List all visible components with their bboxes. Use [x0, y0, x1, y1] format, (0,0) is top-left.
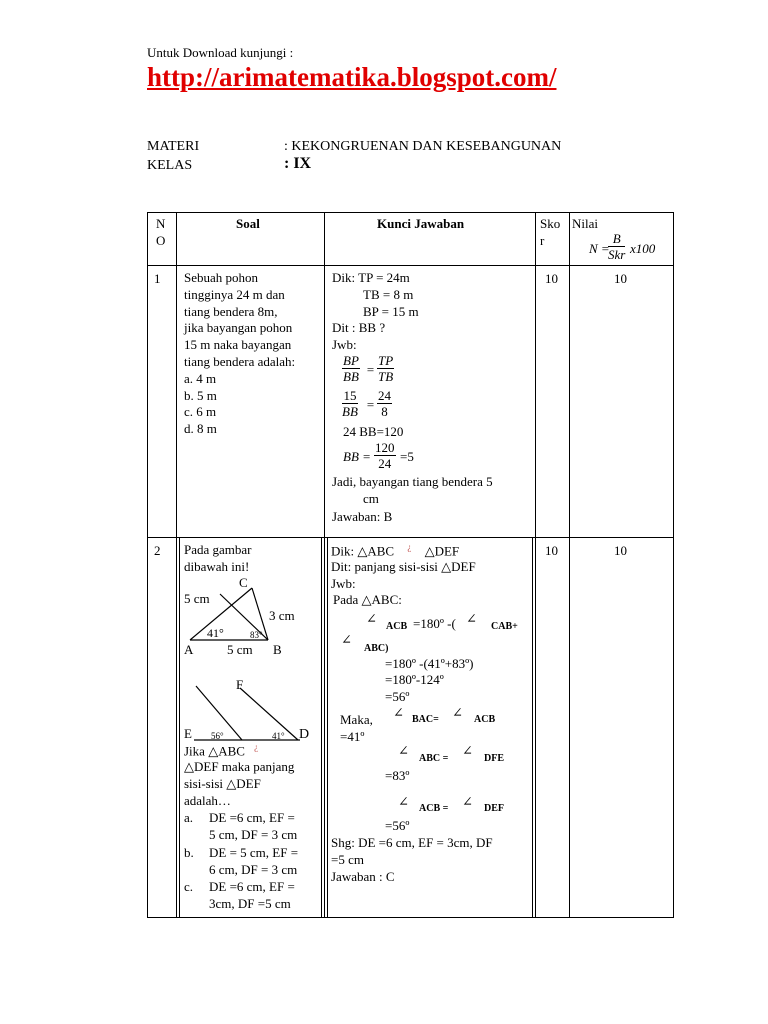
row2-question-2: △DEF maka panjang [184, 759, 295, 774]
row2-abc-label: ABC) [364, 643, 389, 654]
row2-abc-eq-label: ABC = [419, 753, 449, 764]
side-bc-length: 3 cm [269, 608, 295, 623]
row1-option-b: b. 5 m [184, 387, 217, 403]
dik-text-2: △DEF [424, 543, 460, 559]
row1-soal-line: 15 m naka bayangan [184, 337, 292, 353]
row1-jawaban: Jawaban: B [332, 509, 393, 524]
row2-question-3: sisi-sisi △DEF [184, 776, 261, 791]
dik-text: Dik: △ABC [331, 543, 395, 559]
row1-skor: 10 [545, 271, 558, 286]
row2-maka: Maka, [340, 712, 373, 727]
row1-jadi-unit: cm [363, 491, 379, 506]
row1-jadi: Jadi, bayangan tiang bendera 5 [332, 474, 493, 489]
angle-b: 83° [250, 630, 263, 640]
header-kunci: Kunci Jawaban [377, 216, 465, 231]
row1-no: 1 [154, 271, 161, 286]
row2-nilai: 10 [614, 543, 627, 558]
frac-num: 15 [343, 388, 357, 403]
frac-den: 24 [378, 456, 392, 471]
row1-dik: Dik: TP = 24m [332, 270, 410, 285]
row1-frac-tp-tb [377, 354, 394, 384]
frac-num: 120 [375, 440, 395, 455]
triangle-def-figure [180, 674, 322, 746]
row2-option-c-line1: DE =6 cm, EF = [209, 879, 295, 894]
row1-nilai: 10 [614, 271, 627, 286]
row1-frac-24-8 [377, 389, 392, 419]
nilai-formula-fraction [608, 232, 625, 262]
row2-intro-1: Pada gambar [184, 542, 252, 557]
row2-question-4: adalah… [184, 793, 231, 808]
frac-num: BP [343, 353, 359, 368]
row2-pada: Pada △ABC: [333, 592, 402, 607]
equals-sign: = [366, 362, 375, 377]
header-skor-1: Sko [540, 216, 561, 231]
row2-option-a-line1: DE =6 cm, EF = [209, 810, 295, 825]
row1-option-d: d. 8 m [184, 421, 217, 437]
vertex-c: C [239, 575, 248, 590]
angle-icon: ∠ [341, 632, 352, 647]
angle-a: 41° [207, 626, 224, 640]
vertex-d: D [299, 727, 310, 742]
row1-option-c: c. 6 m [184, 404, 217, 420]
kelas-value: : IX [284, 155, 312, 172]
frac-den: BB [342, 404, 358, 419]
congruence-symbol: ¿ [407, 542, 412, 552]
download-label: Untuk Download kunjungi : [147, 45, 294, 60]
frac-den: BB [343, 369, 359, 384]
blog-link[interactable]: http://arimatematika.blogspot.com/ [147, 62, 557, 92]
nilai-formula-den: Skr [608, 247, 626, 262]
nilai-formula-rhs: x100 [630, 241, 656, 256]
row1-frac-15-bb [342, 389, 358, 419]
row2-eq-41: =41º [340, 729, 365, 744]
frac-num: TP [378, 353, 394, 368]
materi-value: : KEKONGRUENAN DAN KESEBANGUNAN [284, 139, 562, 154]
row1-dit: Dit : BB ? [332, 320, 386, 335]
row2-bac-label: BAC= [412, 714, 439, 725]
angle-icon: ∠ [393, 705, 404, 720]
row2-eq-56: =56º [385, 818, 410, 833]
angle-icon: ∠ [452, 705, 463, 720]
row2-acb-eq: =180º -( [413, 616, 456, 631]
row2-option-b-line1: DE = 5 cm, EF = [209, 845, 299, 860]
nilai-formula-lhs: N = [589, 241, 610, 256]
row1-frac-120-24 [374, 441, 396, 471]
row2-def-label: DEF [484, 803, 504, 814]
frac-num: 24 [378, 388, 391, 403]
vertex-b: B [273, 642, 282, 657]
congruence-symbol: ¿ [254, 742, 259, 752]
row1-soal [184, 270, 295, 438]
row2-eq-83: =83º [385, 768, 410, 783]
side-fd [240, 688, 298, 740]
row2-acb-eq-label: ACB = [419, 803, 449, 814]
row2-dfe-label: DFE [484, 753, 504, 764]
row2-dit: Dit: panjang sisi-sisi △DEF [331, 559, 476, 574]
triangle-abc-figure [180, 574, 322, 664]
vertex-e: E [184, 726, 192, 741]
kelas-label: KELAS [147, 158, 193, 173]
angle-icon: ∠ [366, 611, 377, 626]
row2-intro-2: dibawah ini! [184, 559, 250, 574]
row2-shg: Shg: DE =6 cm, EF = 3cm, DF [331, 835, 493, 850]
row2-option-b-line2: 6 cm, DF = 3 cm [209, 862, 298, 877]
header-skor-2: r [540, 233, 545, 248]
header-nilai: Nilai [572, 216, 598, 231]
angle-d: 41° [272, 731, 285, 741]
row1-dik-tb: TB = 8 m [363, 287, 414, 302]
row1-frac-bp-bb [342, 354, 360, 384]
row2-option-b-key: b. [184, 845, 194, 860]
vertex-a: A [184, 642, 194, 657]
equals-sign: = [366, 397, 375, 412]
row2-dik [331, 542, 459, 559]
row2-jawaban: Jawaban : C [331, 869, 395, 884]
row2-acb-label: ACB [386, 621, 408, 632]
row2-step-3: =56º [385, 689, 410, 704]
header-no-1: N [156, 216, 166, 231]
row1-soal-line: tingginya 24 m dan [184, 286, 285, 302]
row1-jwb: Jwb: [332, 337, 357, 352]
row1-soal-line: tiang bendera adalah: [184, 353, 296, 369]
angle-icon: ∠ [462, 743, 473, 758]
row2-acb2-label: ACB [474, 714, 496, 725]
row2-question-1 [184, 742, 258, 759]
nilai-formula-num: B [608, 232, 625, 247]
header-no-2: O [156, 233, 166, 248]
frac-den: 8 [381, 404, 388, 419]
frac-den: TB [378, 369, 394, 384]
row2-option-c-line2: 3cm, DF =5 cm [209, 896, 291, 911]
row1-dik-bp: BP = 15 m [363, 304, 419, 319]
row2-option-c-key: c. [184, 879, 194, 894]
row2-skor: 10 [545, 543, 558, 558]
row2-shg-2: =5 cm [331, 852, 364, 867]
angle-e: 56° [211, 731, 224, 741]
row1-soal-line: tiang bendera 8m, [184, 303, 278, 319]
row1-soal-line: jika bayangan pohon [184, 320, 293, 336]
question-text: Jika △ABC [184, 743, 245, 759]
side-ab-length: 5 cm [227, 642, 253, 657]
header-soal: Soal [236, 216, 260, 231]
vertex-f: F [236, 677, 244, 692]
materi-label: MATERI [147, 139, 200, 154]
angle-icon: ∠ [466, 611, 477, 626]
row2-step-1: =180º -(41º+83º) [385, 656, 474, 671]
angle-icon: ∠ [462, 794, 473, 809]
side-ac-length: 5 cm [184, 591, 210, 606]
row1-option-a: a. 4 m [184, 370, 217, 386]
angle-icon: ∠ [398, 743, 409, 758]
row1-bb-lhs: BB = [343, 449, 371, 464]
row2-no: 2 [154, 543, 161, 558]
row2-option-a-key: a. [184, 810, 194, 825]
row1-bb-result: =5 [400, 449, 414, 464]
row2-jwb: Jwb: [331, 576, 356, 591]
row2-step-2: =180º-124º [385, 672, 444, 687]
angle-icon: ∠ [398, 794, 409, 809]
row2-cab-label: CAB+ [491, 621, 518, 632]
row2-option-a-line2: 5 cm, DF = 3 cm [209, 827, 298, 842]
row1-eq-24bb: 24 BB=120 [343, 424, 404, 439]
row1-soal-line: Sebuah pohon [184, 270, 259, 285]
